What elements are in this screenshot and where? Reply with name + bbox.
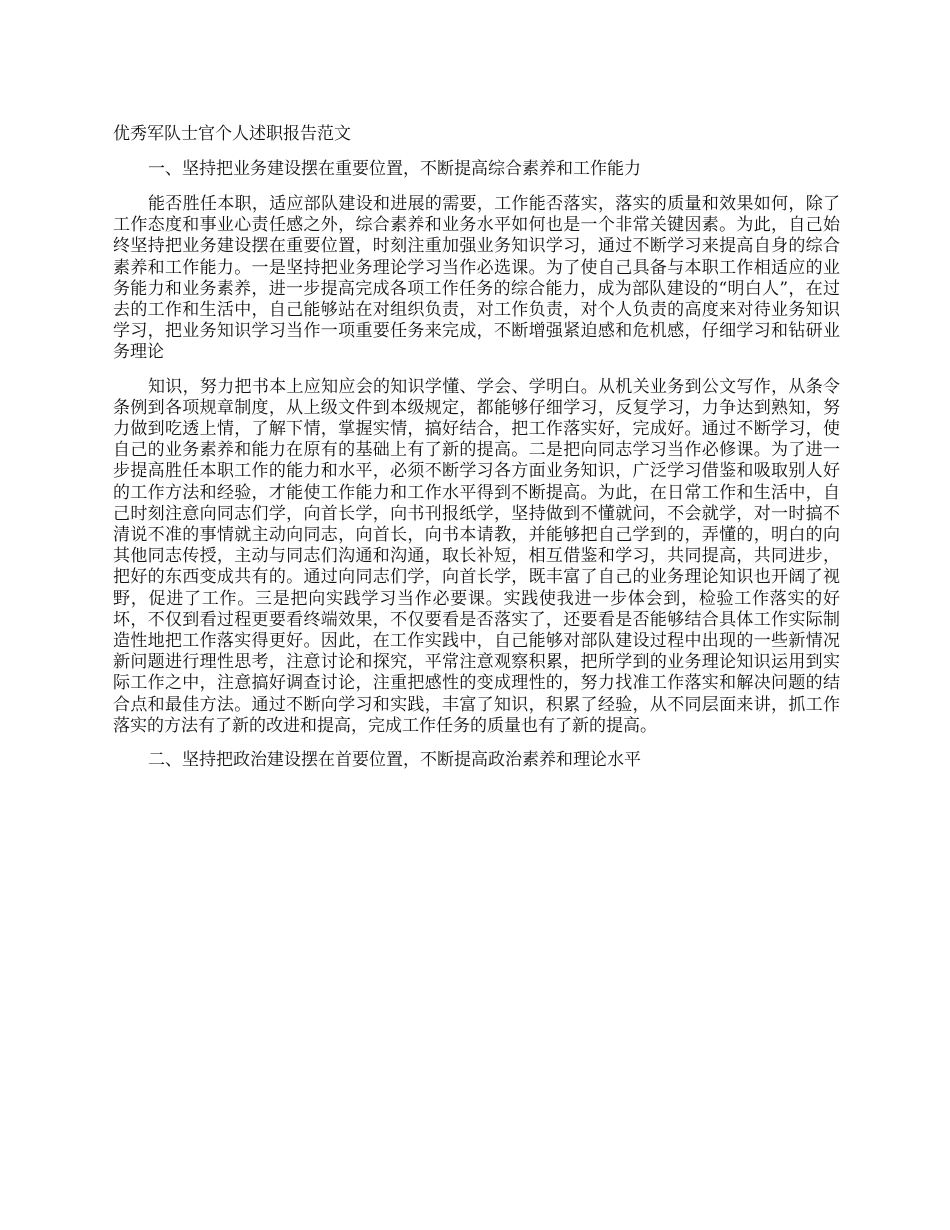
body-paragraph-2: 知识，努力把书本上应知应会的知识学懂、学会、学明白。从机关业务到公文写作，从条令条例到各项规章制度，从上级文件到本级规定，都能够仔细学习，反复学习，力争达到熟知，努力做到吃透上情，了解下情，掌握实情，搞好结合，把工作落实好，完成好。通过不断学习，使自己的业务素养和能力在原有的基础上有了新的提高。二是把向同志学习当作必修课。为了进一步提高胜任本职工作的能力和水平，必须不断学习各方面业务知识，广泛学习借鉴和吸取别人好的工作方法和经验，才能使工作能力和工作水平得到不断提高。为此，在日常工作和生活中，自己时刻注意向同志们学，向首长学，向书刊报纸学，坚持做到不懂就问，不会就学，对一时搞不清说不准的事情就主动向同志，向首长，向书本请教，并能够把自己学到的，弄懂的，明白的向其他同志传授，主动与同志们沟通和沟通，取长补短，相互借鉴和学习，共同提高，共同进步，把好的东西变成共有的。通过向同志们学，向首长学，既丰富了自己的业务理论知识也开阔了视野，促进了工作。三是把向实践学习当作必要课。实践使我进一步体会到，检验工作落实的好坏，不仅到看过程更要看终端效果，不仅要看是否落实了，还要看是否能够结合具体工作实际制造性地把工作落实得更好。因此，在工作实践中，自己能够对部队建设过程中出现的一些新情况新问题进行理性思考，注意讨论和探究，平常注意观察积累，把所学到的业务理论知识运用到实际工作之中，注意搞好调查讨论，注重把感性的变成理性的，努力找准工作落实和解决问题的结合点和最佳方法。通过不断向学习和实践，丰富了知识，积累了经验，从不同层面来讲，抓工作落实的方法有了新的改进和提高，完成工作任务的质量也有了新的提高。: [113, 376, 840, 736]
document-title: 优秀军队士官个人述职报告范文: [113, 124, 351, 144]
section-heading-2: 二、坚持把政治建设摆在首要位置，不断提高政治素养和理论水平: [148, 750, 641, 771]
body-paragraph-1: 能否胜任本职，适应部队建设和进展的需要，工作能否落实，落实的质量和效果如何，除了工作态度和事业心责任感之外，综合素养和业务水平如何也是一个非常关键因素。为此，自己始终坚持把业务建设摆在重要位置，时刻注重加强业务知识学习，通过不断学习来提高自身的综合素养和工作能力。一是坚持把业务理论学习当作必选课。为了使自己具备与本职工作相适应的业务能力和业务素养，进一步提高完成各项工作任务的综合能力，成为部队建设的“明白人”，在过去的工作和生活中，自己能够站在对组织负责，对工作负责，对个人负责的高度来对待业务知识学习，把业务知识学习当作一项重要任务来完成，不断增强紧迫感和危机感，仔细学习和钻研业务理论: [113, 194, 840, 363]
document-page: [113, 124, 840, 771]
section-heading-1: 一、坚持把业务建设摆在重要位置，不断提高综合素养和工作能力: [148, 159, 641, 179]
